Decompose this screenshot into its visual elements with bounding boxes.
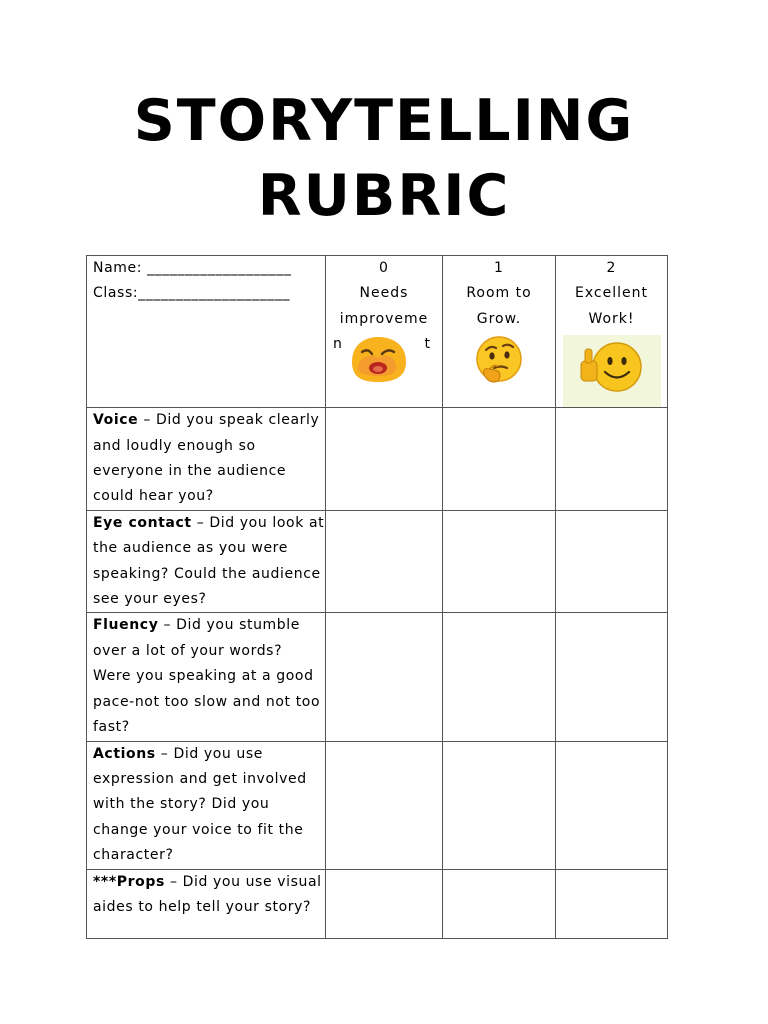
student-info-cell: [87, 256, 326, 408]
criterion-cell: [87, 510, 326, 613]
score-label-line-1: Excellent: [575, 285, 648, 302]
criterion-name: Actions: [93, 745, 156, 762]
class-field-label: Class:____________________: [93, 285, 291, 302]
score-value: 1: [494, 260, 504, 276]
title-line-1: STORYTELLING: [133, 88, 635, 154]
criterion-cell: [87, 613, 326, 741]
score-cell-0[interactable]: [326, 408, 443, 511]
criterion-description: – Did you speak clearly and loudly enough so everyone in the audience could hear you?: [93, 412, 320, 505]
score-label-line-1: Needs: [359, 285, 409, 302]
score-cell-2[interactable]: [556, 613, 668, 741]
score-cell-1[interactable]: [443, 613, 556, 741]
score-cell-1[interactable]: [443, 408, 556, 511]
thinking-face-icon: [474, 335, 524, 387]
criterion-row-voice: [87, 408, 668, 511]
score-header-1: [443, 256, 556, 408]
thumbs-up-smiley-icon: [563, 335, 661, 407]
score-label-fragment-t: t: [424, 336, 431, 353]
header-row: [87, 256, 668, 408]
score-cell-1[interactable]: [443, 869, 556, 938]
score-cell-0[interactable]: [326, 741, 443, 869]
criterion-description: – Did you use visual aides to help tell your story?: [93, 873, 322, 915]
criterion-row-fluency: [87, 613, 668, 741]
criterion-description: – Did you use expression and get involved with the story? Did you change your voice to fit the character?: [93, 745, 307, 864]
score-cell-2[interactable]: [556, 869, 668, 938]
score-header-2: [556, 256, 668, 408]
score-cell-2[interactable]: [556, 510, 668, 613]
criterion-row-actions: [87, 741, 668, 869]
criterion-cell: [87, 869, 326, 938]
score-value: 2: [606, 260, 617, 276]
name-field-label: Name: ___________________: [93, 260, 292, 276]
title-line-2: RUBRIC: [257, 163, 511, 229]
page-title: [0, 84, 768, 234]
criterion-description: – Did you stumble over a lot of your words? Were you speaking at a good pace-not too slow and not too fast?: [93, 617, 321, 736]
score-label-line-1: Room to: [466, 285, 532, 302]
criterion-row-eye-contact: [87, 510, 668, 613]
criterion-cell: [87, 408, 326, 511]
score-header-0: [326, 256, 443, 408]
criterion-description: – Did you look at the audience as you were speaking? Could the audience see your eyes?: [93, 514, 325, 608]
score-cell-1[interactable]: [443, 741, 556, 869]
criterion-row-props: [87, 869, 668, 938]
score-cell-2[interactable]: [556, 741, 668, 869]
criterion-name: Voice: [93, 412, 139, 429]
score-cell-0[interactable]: [326, 613, 443, 741]
score-label-line-3: [326, 332, 442, 382]
score-cell-0[interactable]: [326, 510, 443, 613]
score-label-line-2: Work!: [588, 310, 635, 327]
criterion-cell: [87, 741, 326, 869]
score-label-line-2: Grow.: [476, 310, 522, 327]
score-label-line-2: improveme: [339, 310, 429, 327]
score-cell-2[interactable]: [556, 408, 668, 511]
score-cell-1[interactable]: [443, 510, 556, 613]
rubric-table: [86, 255, 668, 939]
score-label-fragment-n: n: [333, 336, 343, 353]
worried-face-icon: [348, 336, 408, 384]
score-cell-0[interactable]: [326, 869, 443, 938]
criterion-name: Fluency: [93, 617, 159, 634]
score-value: 0: [379, 260, 389, 276]
criterion-name: ***Props: [93, 873, 165, 890]
criterion-name: Eye contact: [93, 514, 192, 531]
